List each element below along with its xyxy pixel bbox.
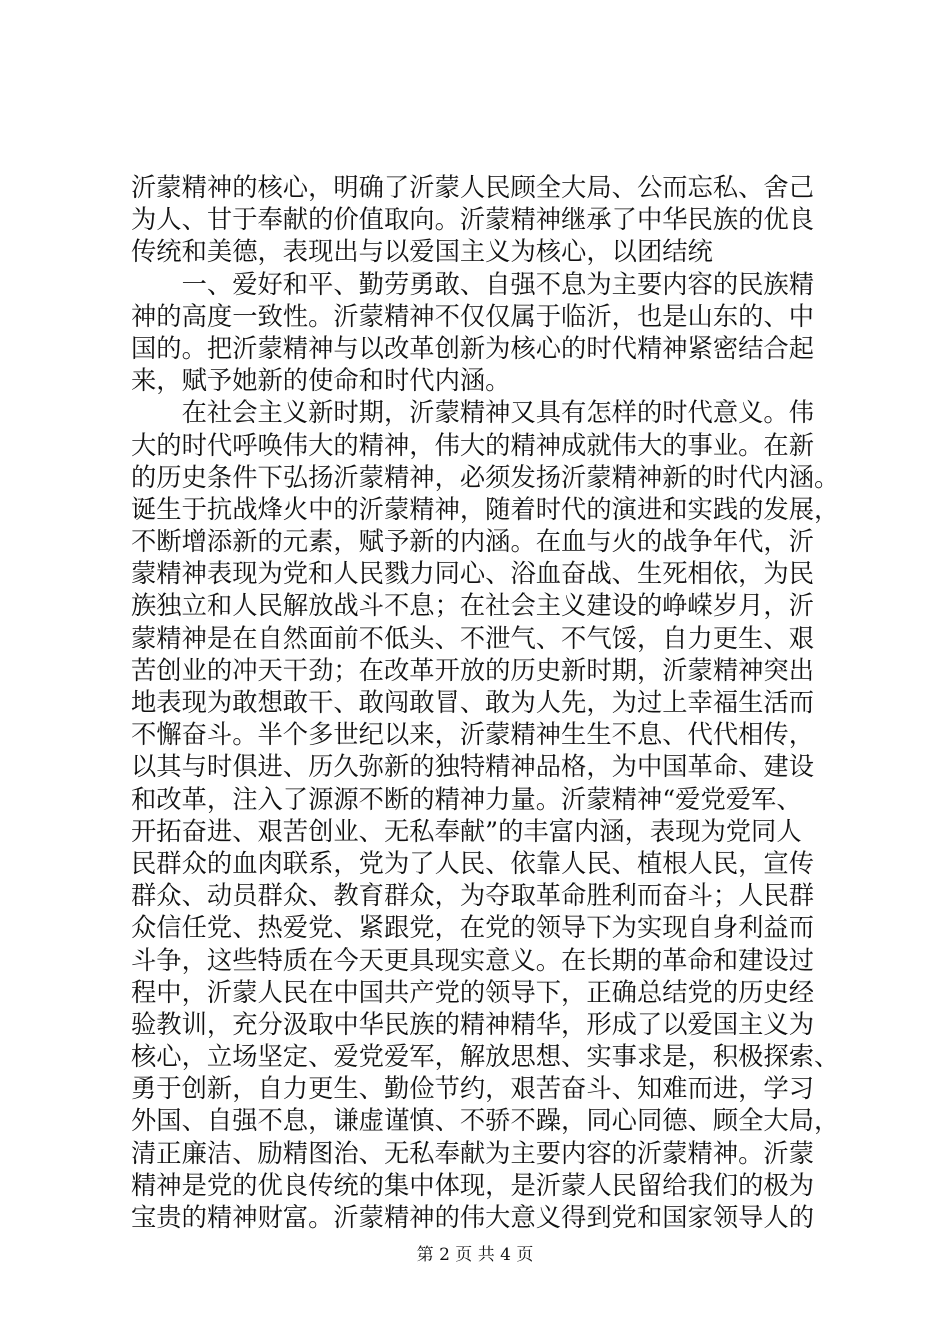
text-line: 蒙精神表现为党和人民戮力同心、浴血奋战、生死相依，为民 (131, 559, 815, 589)
text-line: 诞生于抗战烽火中的沂蒙精神，随着时代的演进和实践的发展， (131, 494, 840, 524)
text-line: 和改革，注入了源源不断的精神力量。沂蒙精神“爱党爱军、 (131, 784, 802, 814)
text-line: 一、爱好和平、勤劳勇敢、自强不息为主要内容的民族精 (131, 269, 815, 299)
text-line: 民群众的血肉联系，党为了人民、依靠人民、植根人民，宣传 (131, 848, 815, 878)
text-line: 开拓奋进、艰苦创业、无私奉献”的丰富内涵，表现为党同人 (131, 816, 802, 846)
text-line: 斗争，这些特质在今天更具现实意义。在长期的革命和建设过 (131, 945, 815, 975)
text-line: 的历史条件下弘扬沂蒙精神，必须发扬沂蒙精神新的时代内涵。 (131, 462, 840, 492)
text-line: 神的高度一致性。沂蒙精神不仅仅属于临沂，也是山东的、中 (131, 301, 815, 331)
text-line: 以其与时俱进、历久弥新的独特精神品格，为中国革命、建设 (131, 752, 815, 782)
text-line: 程中，沂蒙人民在中国共产党的领导下，正确总结党的历史经 (131, 977, 815, 1007)
text-line: 沂蒙精神的核心，明确了沂蒙人民顾全大局、公而忘私、舍己 (131, 173, 815, 202)
text-line: 地表现为敢想敢干、敢闯敢冒、敢为人先，为过上幸福生活而 (131, 688, 815, 717)
body-text (131, 172, 840, 1234)
text-line: 族独立和人民解放战斗不息；在社会主义建设的峥嵘岁月，沂 (131, 591, 815, 621)
text-line: 国的。把沂蒙精神与以改革创新为核心的时代精神紧密结合起 (131, 333, 815, 363)
text-line: 众信任党、热爱党、紧跟党，在党的领导下为实现自身利益而 (131, 913, 815, 943)
text-line: 为人、甘于奉献的价值取向。沂蒙精神继承了中华民族的优良 (131, 205, 815, 235)
text-line: 群众、动员群众、教育群众，为夺取革命胜利而奋斗；人民群 (131, 881, 815, 911)
text-line: 外国、自强不息，谦虚谨慎、不骄不躁，同心同德、顾全大局， (131, 1106, 840, 1136)
text-line: 核心，立场坚定、爱党爱军，解放思想、实事求是，积极探索、 (131, 1042, 840, 1072)
text-line: 不懈奋斗。半个多世纪以来，沂蒙精神生生不息、代代相传， (131, 720, 815, 750)
text-line: 验教训，充分汲取中华民族的精神精华，形成了以爱国主义为 (131, 1009, 815, 1039)
page-footer: 第 2 页 共 4 页 (416, 1245, 534, 1265)
text-line: 蒙精神是在自然面前不低头、不泄气、不气馁，自力更生、艰 (131, 623, 815, 653)
text-line: 大的时代呼唤伟大的精神，伟大的精神成就伟大的事业。在新 (131, 430, 815, 460)
text-line: 苦创业的冲天干劲；在改革开放的历史新时期，沂蒙精神突出 (131, 655, 815, 685)
text-line: 来，赋予她新的使命和时代内涵。 (131, 366, 511, 396)
text-line: 精神是党的优良传统的集中体现，是沂蒙人民留给我们的极为 (131, 1170, 815, 1200)
text-line: 不断增添新的元素，赋予新的内涵。在血与火的战争年代，沂 (131, 527, 815, 557)
text-line: 宝贵的精神财富。沂蒙精神的伟大意义得到党和国家领导人的 (131, 1203, 815, 1232)
text-line: 在社会主义新时期，沂蒙精神又具有怎样的时代意义。伟 (131, 398, 815, 428)
text-line: 清正廉洁、励精图治、无私奉献为主要内容的沂蒙精神。沂蒙 (131, 1138, 815, 1168)
text-line: 勇于创新，自力更生、勤俭节约，艰苦奋斗、知难而进，学习 (131, 1074, 815, 1104)
text-line: 传统和美德，表现出与以爱国主义为核心，以团结统 (131, 237, 713, 267)
